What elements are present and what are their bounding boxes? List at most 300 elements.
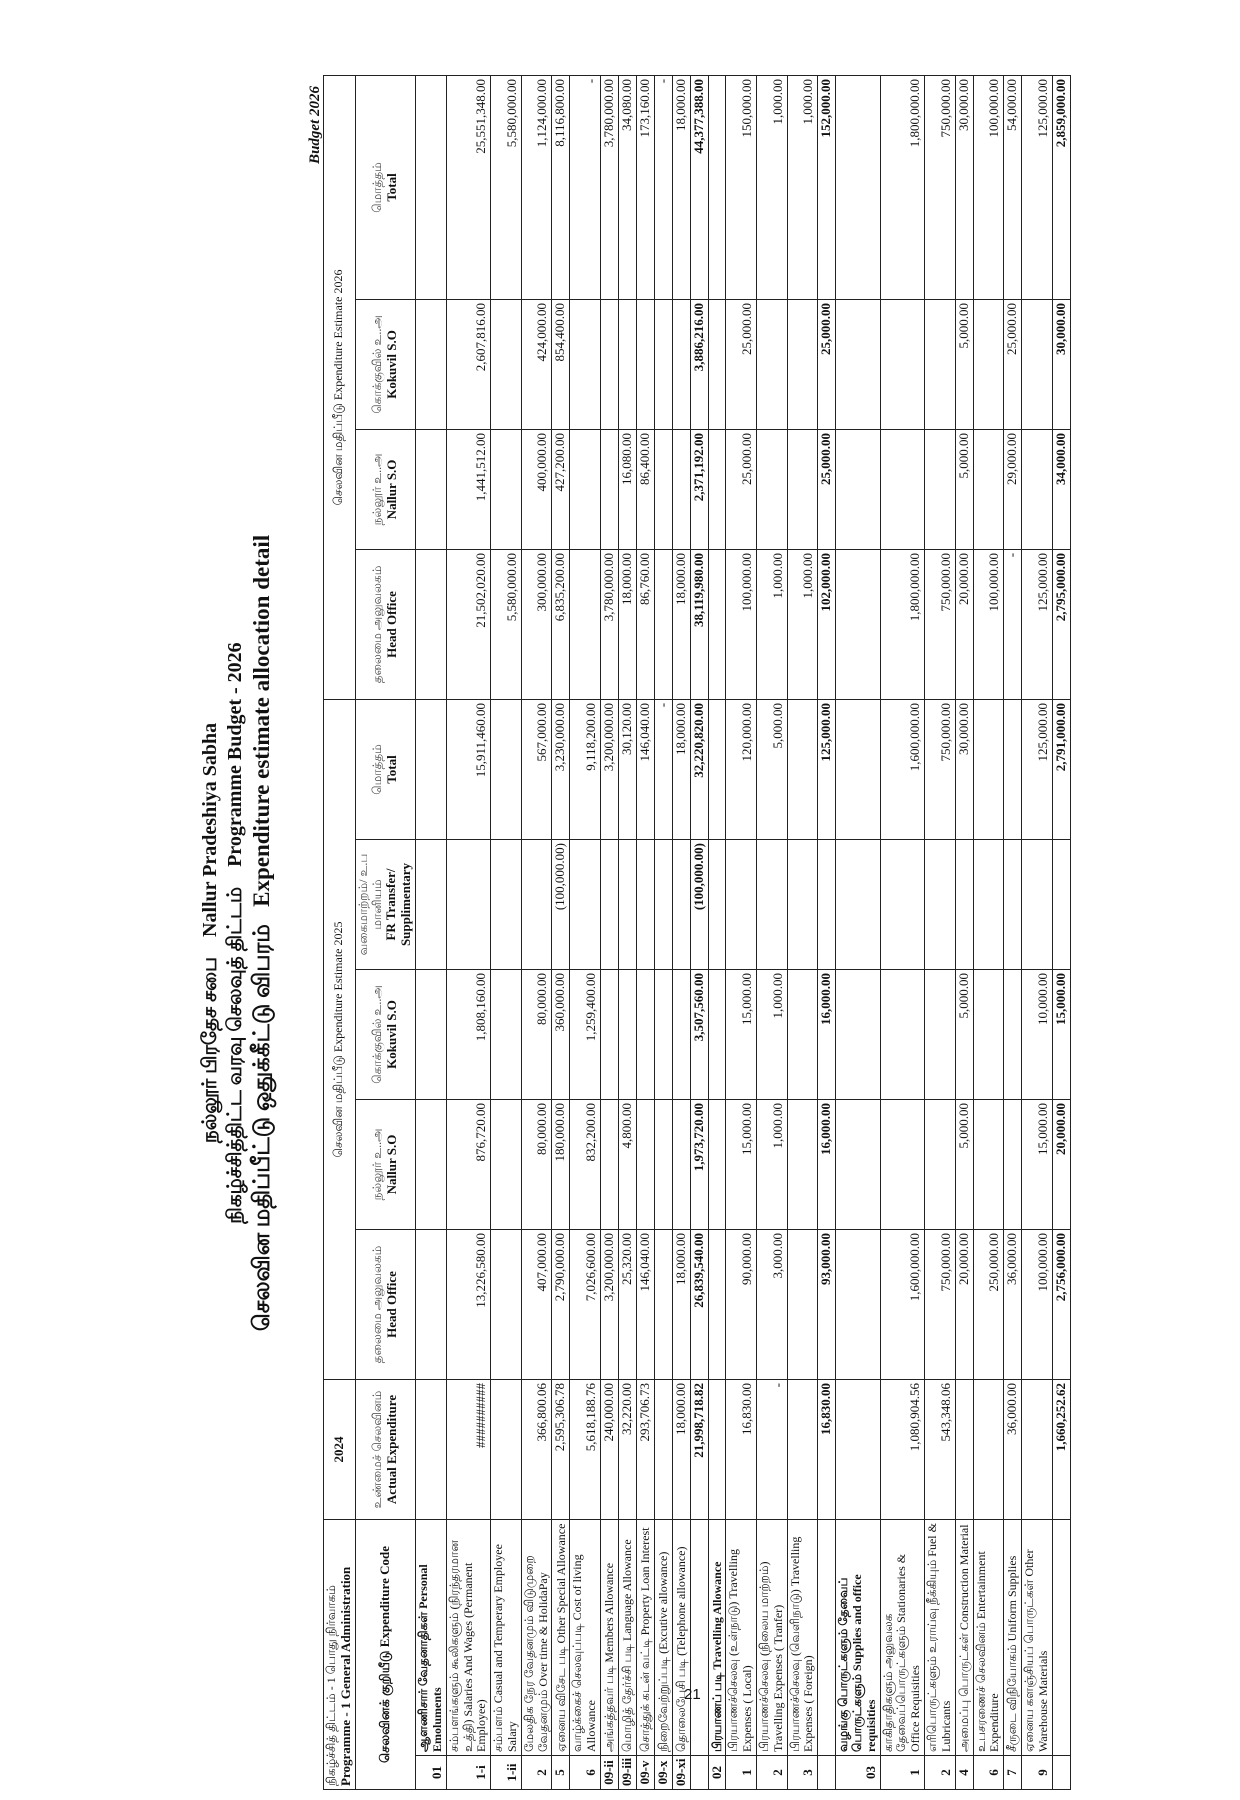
value-cell [880,970,924,1100]
value-cell [416,75,447,299]
value-cell [570,549,601,699]
value-cell [924,970,955,1100]
subtotal-row [690,75,708,1789]
value-cell [708,699,726,839]
table-row [570,75,601,1789]
description-cell: அங்கத்தவர் படி Members Allowance [600,1520,618,1756]
value-cell [880,299,924,429]
value-cell: 30,120.00 [618,699,636,839]
value-cell: 1,000.00 [757,549,788,699]
value-cell [570,840,601,970]
value-cell [618,840,636,970]
value-cell [973,299,1004,429]
value-cell: 30,000.00 [955,75,973,299]
value-cell [654,1100,672,1230]
value-cell: 30,000.00 [955,699,973,839]
value-cell [416,429,447,549]
value-cell [600,840,618,970]
value-cell: 15,000.00 [1052,970,1070,1100]
value-cell: 100,000.00 [1022,1230,1053,1380]
value-cell: 5,618,188.76 [570,1380,601,1520]
value-cell: 38,119,980.00 [690,549,708,699]
value-cell [1022,1380,1053,1520]
value-cell [708,429,726,549]
table-row [880,75,924,1789]
value-cell: 86,760.00 [636,549,654,699]
value-cell: 750,000.00 [924,1230,955,1380]
value-cell: 20,000.00 [955,549,973,699]
value-cell: 3,507,560.00 [690,970,708,1100]
value-cell [570,299,601,429]
value-cell [491,1100,522,1230]
value-cell: 25,000.00 [1004,299,1022,429]
description-cell: ஏனைய விசேட படி Other Special Allowance [552,1520,570,1756]
value-cell: 102,000.00 [818,549,836,699]
description-cell: தொலைபேசி படி (Telephone allowance) [672,1520,690,1756]
description-cell: அமைப்பு பொருட்கள் Construction Material [955,1520,973,1756]
value-cell: 750,000.00 [924,699,955,839]
description-cell: சம்பளம் Casual and Temperary Employee Salary [491,1520,522,1756]
value-cell: - [757,1380,788,1520]
value-cell: 54,000.00 [1004,75,1022,299]
value-cell: 125,000.00 [1022,699,1053,839]
value-cell: 1,000.00 [787,75,818,299]
value-cell: 876,720.00 [446,1100,490,1230]
value-cell [600,970,618,1100]
code-cell: 7 [1004,1756,1022,1790]
value-cell [416,970,447,1100]
description-cell: பிரயாணப் படி Travelling Allowance [708,1520,726,1756]
value-cell: 567,000.00 [521,699,552,839]
rotated-document-page [195,66,1210,1800]
value-cell: 16,000.00 [818,970,836,1100]
value-cell: 32,220.00 [618,1380,636,1520]
head-office-2025-heading: தலைமை அலுவலகம் Head Office [355,1230,415,1380]
value-cell: 15,000.00 [1022,1100,1053,1230]
value-cell: 20,000.00 [955,1230,973,1380]
value-cell [600,1100,618,1230]
value-cell: 18,000.00 [672,549,690,699]
value-cell: - [570,75,601,299]
value-cell: 407,000.00 [521,1230,552,1380]
value-cell: 854,400.00 [552,299,570,429]
total-2025-heading: மொத்தம் Total [355,699,415,839]
value-cell [491,1230,522,1380]
value-cell: 750,000.00 [924,549,955,699]
value-cell [636,970,654,1100]
value-cell: 26,839,540.00 [690,1230,708,1380]
value-cell [672,299,690,429]
head-office-2026-heading: தலைமை அலுவலகம் Head Office [355,549,415,699]
value-cell: 3,780,000.00 [600,75,618,299]
estimate-2026-group: செலவின மதிப்பீடு Expenditure Estimate 2026 [324,75,356,699]
value-cell [924,1100,955,1230]
value-cell [955,840,973,970]
table-row [521,75,552,1789]
value-cell: 7,026,600.00 [570,1230,601,1380]
value-cell [416,1100,447,1230]
value-cell: 180,000.00 [552,1100,570,1230]
value-cell [787,429,818,549]
table-row [600,75,618,1789]
code-cell: 09-x [654,1756,672,1790]
description-cell: பிரயாணச்செலவு (நிலைய மாற்றம்) Travelling Expenses ( Tranfer) [757,1520,788,1756]
code-cell: 6 [570,1756,601,1790]
value-cell [491,429,522,549]
value-cell [787,1100,818,1230]
value-cell: 125,000.00 [1022,75,1053,299]
value-cell: 5,580,000.00 [491,549,522,699]
value-cell [708,299,726,429]
value-cell: 240,000.00 [600,1380,618,1520]
value-cell: 146,040.00 [636,1230,654,1380]
value-cell [836,429,880,549]
value-cell [636,1100,654,1230]
description-cell [1052,1520,1070,1756]
code-cell: 2 [924,1756,955,1790]
description-cell: எரிபொருட்களும் உராய்வு நீக்கியும் Fuel & Lubricants [924,1520,955,1756]
code-cell: 6 [973,1756,1004,1790]
value-cell [880,429,924,549]
value-cell: 15,000.00 [726,970,757,1100]
value-cell: 1,800,000.00 [880,75,924,299]
value-cell: 100,000.00 [973,549,1004,699]
table-row [973,75,1004,1789]
value-cell [973,429,1004,549]
value-cell [757,299,788,429]
value-cell [836,75,880,299]
description-cell [818,1520,836,1756]
code-cell: 09-ii [600,1756,618,1790]
value-cell [973,1100,1004,1230]
value-cell: 34,000.00 [1052,429,1070,549]
value-cell [787,1380,818,1520]
value-cell: 18,000.00 [672,699,690,839]
description-cell: மொழித் தேர்ச்சி படி Language Allowance [618,1520,636,1756]
value-cell: 44,377,388.00 [690,75,708,299]
value-cell: 3,000.00 [757,1230,788,1380]
value-cell: 80,000.00 [521,970,552,1100]
value-cell: 29,000.00 [1004,429,1022,549]
value-cell [654,1230,672,1380]
value-cell: - [654,75,672,299]
table-row [955,75,973,1789]
value-cell [836,699,880,839]
value-cell: 125,000.00 [1022,549,1053,699]
value-cell [1022,429,1053,549]
description-cell: சீருடை விநியோகம் Uniform Supplies [1004,1520,1022,1756]
code-cell: 1 [880,1756,924,1790]
description-cell: வாழ்க்கைச் செலவுப்படி Cost of living Allowance [570,1520,601,1756]
value-cell: 125,000.00 [818,699,836,839]
value-cell [416,549,447,699]
code-cell: 1-i [446,1756,490,1790]
value-cell [726,840,757,970]
value-cell: 18,000.00 [672,1380,690,1520]
code-cell: 01 [416,1756,447,1790]
nallur-2026-heading: நல்லூர் உ..அ Nallur S.O [355,429,415,549]
value-cell: 30,000.00 [1052,299,1070,429]
value-cell [491,299,522,429]
code-cell: 5 [552,1756,570,1790]
value-cell: 25,000.00 [818,299,836,429]
value-cell [880,840,924,970]
value-cell [636,840,654,970]
code-cell [1052,1756,1070,1790]
value-cell [672,970,690,1100]
value-cell: 16,080.00 [618,429,636,549]
value-cell: 543,348.06 [924,1380,955,1520]
code-cell: 09-xi [672,1756,690,1790]
value-cell [787,840,818,970]
value-cell: 152,000.00 [818,75,836,299]
value-cell: 750,000.00 [924,75,955,299]
value-cell: 100,000.00 [973,75,1004,299]
value-cell: 150,000.00 [726,75,757,299]
subtotal-row [818,75,836,1789]
value-cell: 36,000.00 [1004,1380,1022,1520]
value-cell: 100,000.00 [726,549,757,699]
value-cell [757,429,788,549]
value-cell [416,1230,447,1380]
value-cell [654,1380,672,1520]
value-cell: 18,000.00 [672,75,690,299]
code-cell: 1 [726,1756,757,1790]
table-row [636,75,654,1789]
description-cell: நிறைவேற்றுப்படி (Excutive allowance) [654,1520,672,1756]
description-cell: ஆளணிசார் வேதனாதிகள் Personal Emoluments [416,1520,447,1756]
value-cell [708,1380,726,1520]
value-cell: 1,600,000.00 [880,699,924,839]
value-cell [973,840,1004,970]
table-row [726,75,757,1789]
value-cell: 300,000.00 [521,549,552,699]
value-cell [654,299,672,429]
value-cell: 1,124,000.00 [521,75,552,299]
table-row [757,75,788,1789]
value-cell: - [1004,549,1022,699]
value-cell [1004,970,1022,1100]
value-cell [924,299,955,429]
value-cell [636,299,654,429]
value-cell: 1,000.00 [757,75,788,299]
value-cell: 13,226,580.00 [446,1230,490,1380]
budget-title-tamil: நிகழ்ச்சித்திட்ட வரவு செலவுத் திட்டம் [224,886,246,1224]
description-cell: பிரயாணச்செலவு (உள்நாடு) Travelling Expenses ( Local) [726,1520,757,1756]
code-cell: 9 [1022,1756,1053,1790]
table-row [924,75,955,1789]
code-cell: 03 [836,1756,880,1790]
value-cell [836,970,880,1100]
value-cell: 1,259,400.00 [570,970,601,1100]
code-cell: 09-iii [618,1756,636,1790]
value-cell [973,1380,1004,1520]
expenditure-table [323,75,1071,1790]
value-cell: ########## [446,1380,490,1520]
value-cell [491,699,522,839]
fr-transfer-heading: வகைமாற்றம்/ உ.ப மானியம் FR Transfer/ Supplimentary [355,840,415,970]
value-cell: 3,886,216.00 [690,299,708,429]
value-cell [416,840,447,970]
expenditure-code-heading: செலவினக் குறியீடு Expenditure Code [355,1520,415,1790]
council-name-english: Nallur Pradeshiya Sabha [199,722,221,937]
description-cell: சம்பளங்களும் கூலிகளும் (நிரந்தரமான உத்தி) Salaries And Wages (Permanent Employee) [446,1520,490,1756]
value-cell [491,840,522,970]
value-cell [787,970,818,1100]
value-cell [1022,840,1053,970]
value-cell [787,699,818,839]
value-cell: 3,230,000.00 [552,699,570,839]
value-cell [836,840,880,970]
value-cell: 2,859,000.00 [1052,75,1070,299]
value-cell: 400,000.00 [521,429,552,549]
value-cell [973,970,1004,1100]
value-cell: 2,795,000.00 [1052,549,1070,699]
value-cell [672,1100,690,1230]
value-cell: 3,200,000.00 [600,699,618,839]
value-cell [491,970,522,1100]
value-cell [708,549,726,699]
value-cell: 21,998,718.82 [690,1380,708,1520]
value-cell: 2,607,816.00 [446,299,490,429]
value-cell: 1,800,000.00 [880,549,924,699]
code-cell: 02 [708,1756,726,1790]
value-cell: 1,000.00 [757,1100,788,1230]
description-cell: உபசரணைச் செலவினம் Entertainment Expenditure [973,1520,1004,1756]
table-row [1022,75,1053,1789]
code-cell [818,1756,836,1790]
value-cell [708,1100,726,1230]
section-row [836,75,880,1789]
value-cell: 3,780,000.00 [600,549,618,699]
value-cell [1022,299,1053,429]
table-row [618,75,636,1789]
document-header [195,66,278,1800]
value-cell: 2,371,192.00 [690,429,708,549]
value-cell [654,840,672,970]
value-cell: 5,000.00 [757,699,788,839]
table-row [787,75,818,1789]
value-cell: 2,595,306.78 [552,1380,570,1520]
subtotal-row [1052,75,1070,1789]
value-cell: 80,000.00 [521,1100,552,1230]
programme-heading: நிகழ்ச்சித் திட்டம் - 1 பொது நிர்வாகம் Programme - 1 General Administration [324,1520,356,1790]
table-row [491,75,522,1789]
value-cell: 1,000.00 [787,549,818,699]
value-cell [491,1380,522,1520]
value-cell [570,429,601,549]
value-cell: 25,000.00 [726,429,757,549]
value-cell: 2,756,000.00 [1052,1230,1070,1380]
value-cell [955,1380,973,1520]
value-cell: 34,080.00 [618,75,636,299]
kokuvil-2025-heading: கொக்குவில் உ..அ Kokuvil S.O [355,970,415,1100]
value-cell [708,840,726,970]
value-cell [1004,1100,1022,1230]
value-cell [973,699,1004,839]
value-cell: 5,000.00 [955,970,973,1100]
description-cell: பிரயாணச்செலவு (வெளிநாடு) Travelling Expenses ( Foreign) [787,1520,818,1756]
code-cell: 2 [757,1756,788,1790]
budget-stamp: Budget 2026 [307,86,323,164]
value-cell: 2,791,000.00 [1052,699,1070,839]
value-cell [708,970,726,1100]
value-cell: 1,600,000.00 [880,1230,924,1380]
detail-title-english: Expenditure estimate allocation detail [249,534,274,907]
value-cell: 16,830.00 [726,1380,757,1520]
value-cell [654,549,672,699]
value-cell: 424,000.00 [521,299,552,429]
value-cell: 366,800.06 [521,1380,552,1520]
value-cell [416,699,447,839]
value-cell [880,1100,924,1230]
value-cell: 15,911,460.00 [446,699,490,839]
value-cell [446,840,490,970]
value-cell: 173,160.00 [636,75,654,299]
total-2026-heading: மொத்தம் Total [355,75,415,299]
value-cell: 25,551,348.00 [446,75,490,299]
value-cell [600,299,618,429]
table-body [416,75,1070,1789]
value-cell [654,429,672,549]
value-cell: 21,502,020.00 [446,549,490,699]
value-cell: 10,000.00 [1022,970,1053,1100]
value-cell: (100,000.00) [552,840,570,970]
description-cell: ஏனைய களஞ்சியப் பொருட்கள் Other Warehouse Materials [1022,1520,1053,1756]
value-cell: 4,800.00 [618,1100,636,1230]
value-cell: 6,835,200.00 [552,549,570,699]
year-2024-heading: 2024 [324,1380,356,1520]
value-cell [924,840,955,970]
table-row [1004,75,1022,1789]
value-cell [818,840,836,970]
code-cell [690,1756,708,1790]
value-cell: 5,580,000.00 [491,75,522,299]
council-name-tamil: நல்லூர் பிரதேச சபை [199,957,221,1144]
value-cell: 293,706.73 [636,1380,654,1520]
value-cell [672,429,690,549]
estimate-2025-group: செலவின மதிப்பீடு Expenditure Estimate 2025 [324,699,356,1379]
value-cell [924,429,955,549]
value-cell: 5,000.00 [955,1100,973,1230]
value-cell [672,840,690,970]
value-cell: 1,080,904.56 [880,1380,924,1520]
section-row [416,75,447,1789]
value-cell [416,1380,447,1520]
kokuvil-2026-heading: கொக்குவில் உ..அ Kokuvil S.O [355,299,415,429]
value-cell: 8,116,800.00 [552,75,570,299]
value-cell: 427,200.00 [552,429,570,549]
value-cell [1004,840,1022,970]
value-cell: 16,000.00 [818,1100,836,1230]
code-cell: 09-v [636,1756,654,1790]
value-cell: 9,118,200.00 [570,699,601,839]
value-cell [708,75,726,299]
table-row [654,75,672,1789]
description-cell: சொத்துக் கடன் வட்டி Property Loan Interest [636,1520,654,1756]
value-cell: 86,400.00 [636,429,654,549]
value-cell: 20,000.00 [1052,1100,1070,1230]
value-cell: 5,000.00 [955,299,973,429]
value-cell [836,299,880,429]
value-cell [787,1230,818,1380]
value-cell: 90,000.00 [726,1230,757,1380]
value-cell: 250,000.00 [973,1230,1004,1380]
value-cell: 25,320.00 [618,1230,636,1380]
value-cell [836,1380,880,1520]
description-cell: காகிதாதிகளும் அலுவலக தேவைப்பொருட்களும் Stationaries & Office Requisities [880,1520,924,1756]
value-cell: 25,000.00 [818,429,836,549]
